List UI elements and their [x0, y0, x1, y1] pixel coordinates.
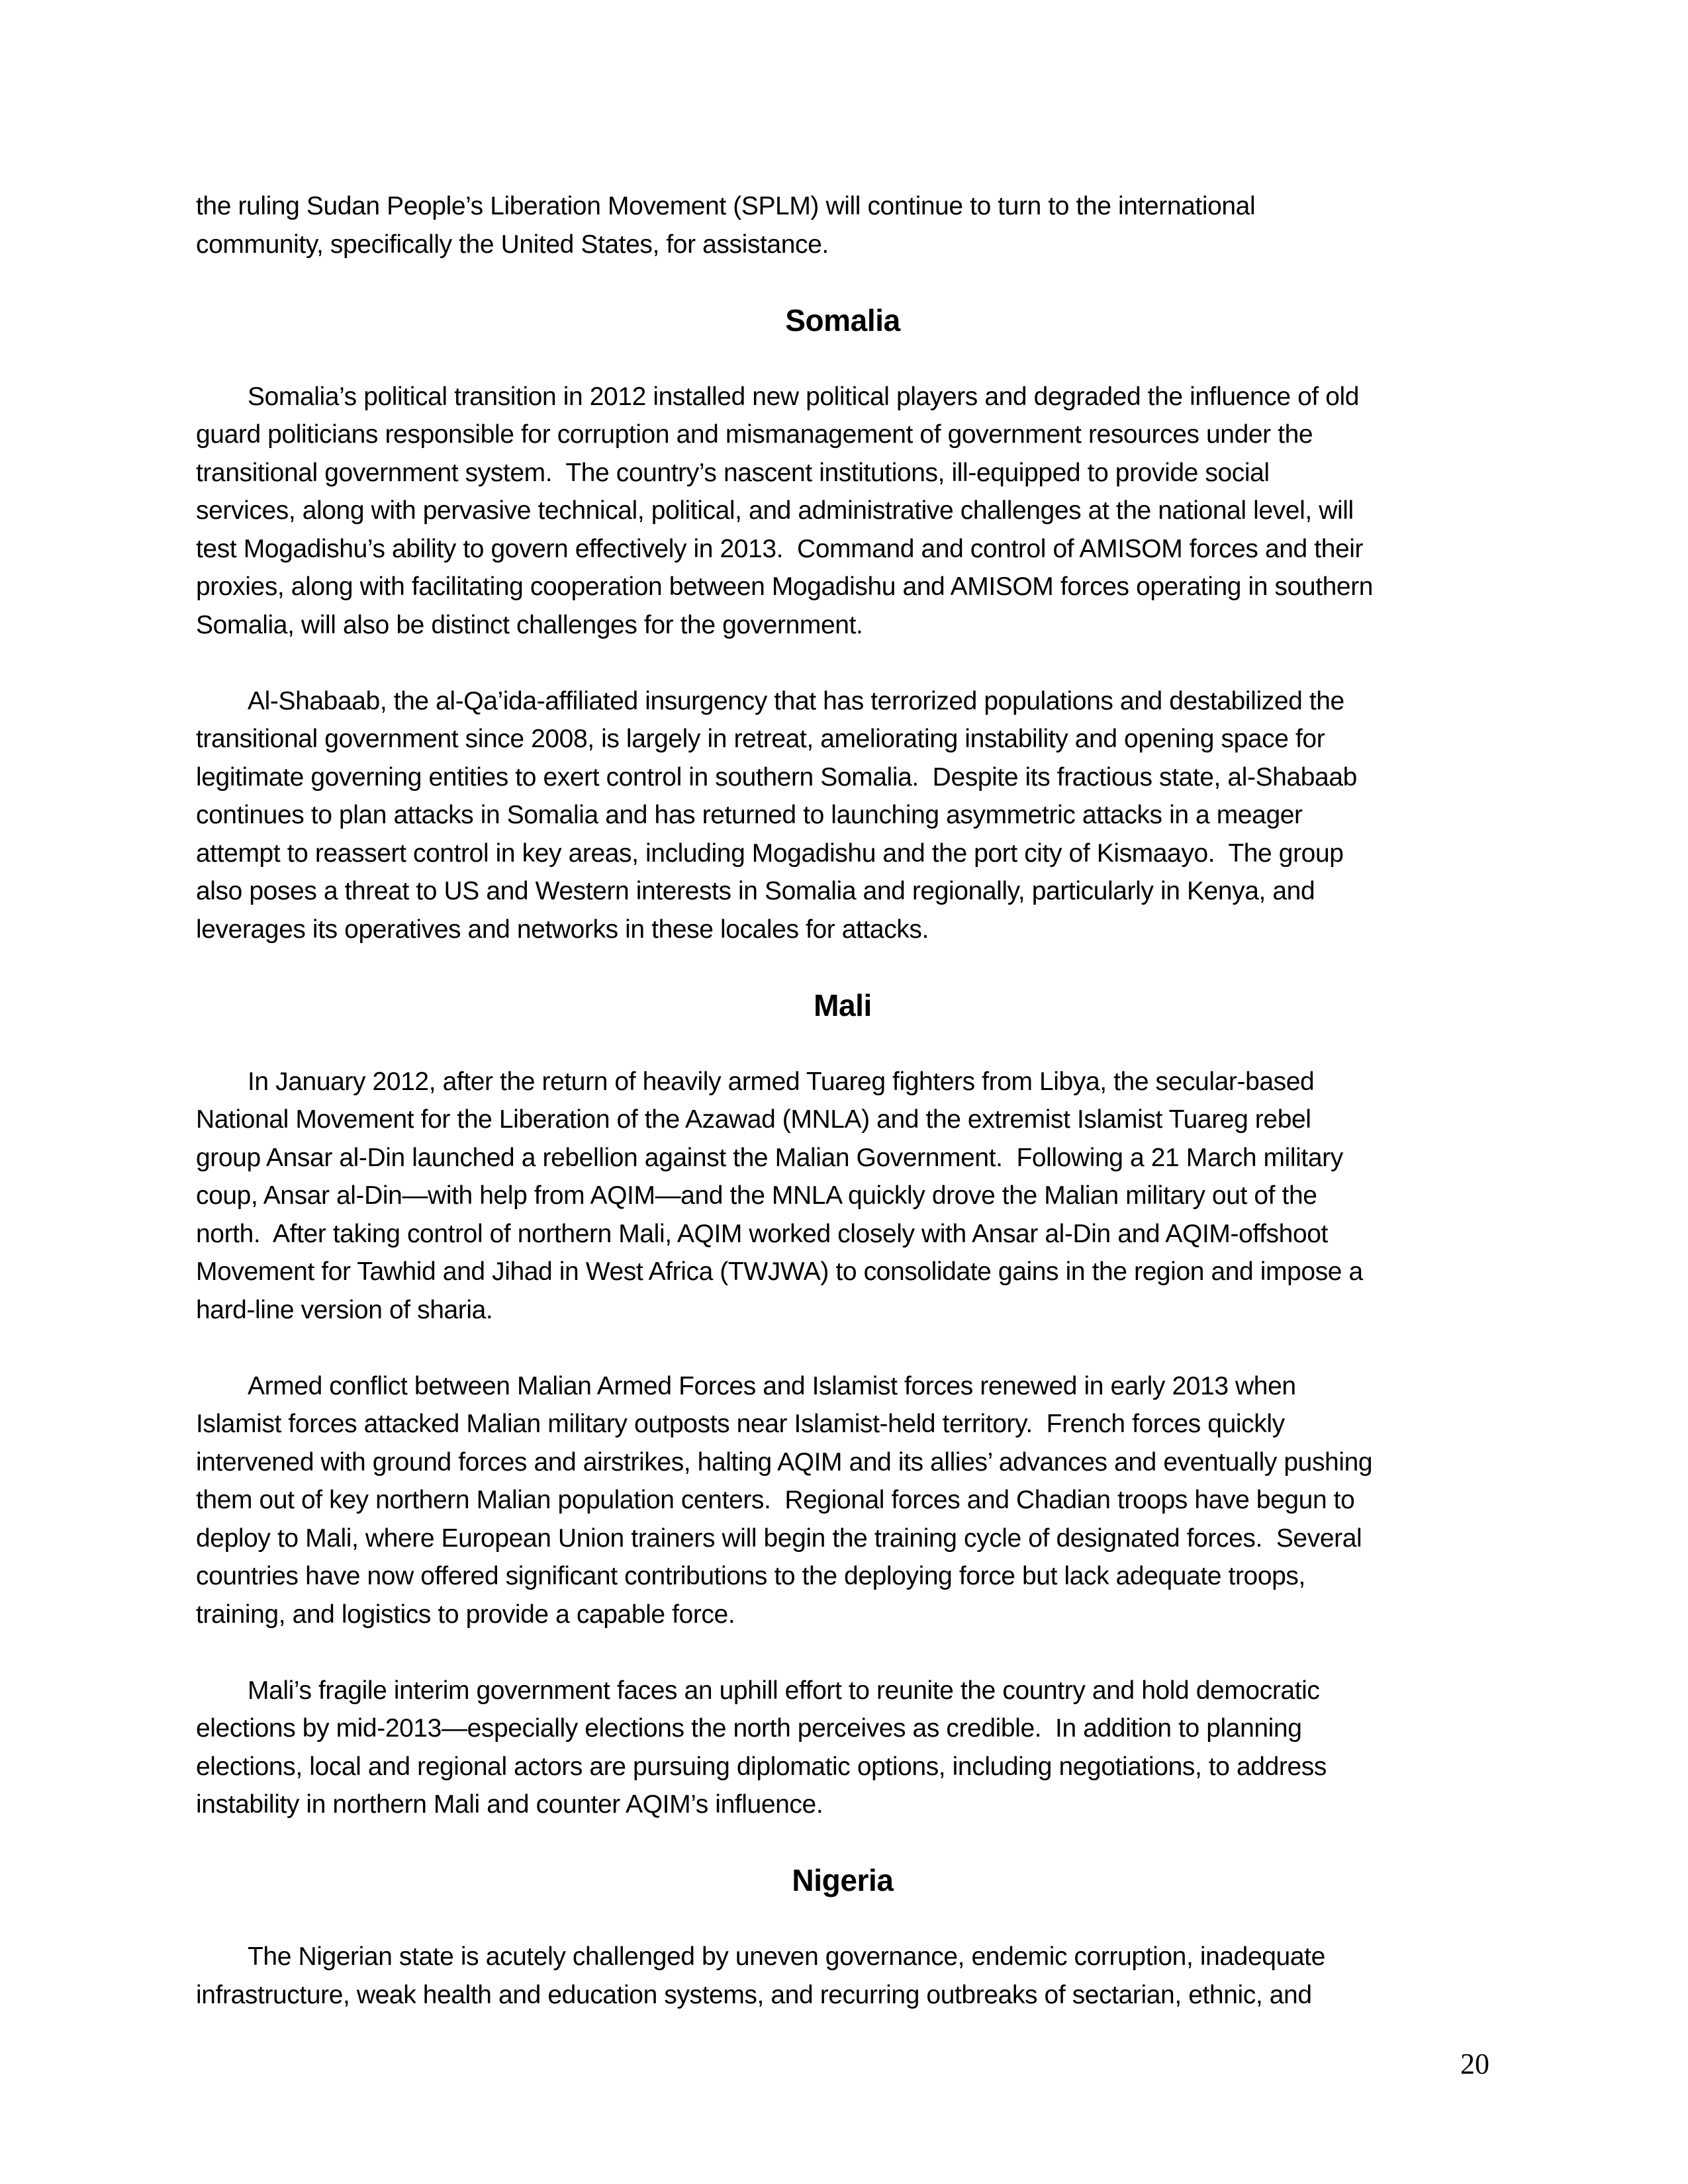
- text-line: The Nigerian state is acutely challenged by uneven governance, endemic corruption, inadequate: [248, 1942, 1325, 1971]
- page-number: 20: [1460, 2048, 1489, 2080]
- text-line: elections, local and regional actors are pursuing diplomatic options, including negotiations, to address: [196, 1752, 1327, 1781]
- text-line: transitional government system. The country’s nascent institutions, ill-equipped to provide social: [196, 458, 1270, 487]
- text-line: deploy to Mali, where European Union trainers will begin the training cycle of designated forces. Several: [196, 1524, 1362, 1553]
- text-line: intervened with ground forces and airstrikes, halting AQIM and its allies’ advances and eventually pushing: [196, 1447, 1373, 1477]
- text-line: National Movement for the Liberation of the Azawad (MNLA) and the extremist Islamist Tuareg rebel: [196, 1105, 1311, 1134]
- text-line: hard-line version of sharia.: [196, 1295, 493, 1324]
- text-line: group Ansar al-Din launched a rebellion against the Malian Government. Following a 21 March military: [196, 1143, 1343, 1172]
- text-line: elections by mid-2013—especially elections the north perceives as credible. In addition to planning: [196, 1714, 1302, 1743]
- section-heading-nigeria: Nigeria: [792, 1863, 894, 1897]
- text-line: infrastructure, weak health and education systems, and recurring outbreaks of sectarian, ethnic, and: [196, 1980, 1312, 2009]
- text-line: coup, Ansar al-Din—with help from AQIM—and the MNLA quickly drove the Malian military out of the: [196, 1181, 1317, 1210]
- text-line: leverages its operatives and networks in these locales for attacks.: [196, 915, 929, 944]
- text-line: Somalia, will also be distinct challenges for the government.: [196, 610, 863, 639]
- text-line: north. After taking control of northern Mali, AQIM worked closely with Ansar al-Din and AQIM-offshoot: [196, 1219, 1328, 1248]
- text-line: the ruling Sudan People’s Liberation Movement (SPLM) will continue to turn to the international: [196, 192, 1256, 220]
- text-line: proxies, along with facilitating cooperation between Mogadishu and AMISOM forces operating in southern: [196, 572, 1374, 601]
- text-line: In January 2012, after the return of heavily armed Tuareg fighters from Libya, the secular-based: [248, 1067, 1315, 1096]
- text-line: community, specifically the United States, for assistance.: [196, 230, 829, 259]
- paragraph: [196, 187, 1489, 263]
- paragraph: [196, 1367, 1489, 1634]
- text-line: instability in northern Mali and counter AQIM’s influence.: [196, 1790, 823, 1819]
- text-line: Mali’s fragile interim government faces an uphill effort to reunite the country and hold democratic: [248, 1676, 1320, 1705]
- text-line: attempt to reassert control in key areas, including Mogadishu and the port city of Kismaayo. The group: [196, 839, 1344, 868]
- paragraph: [196, 1063, 1489, 1330]
- text-line: guard politicians responsible for corruption and mismanagement of government resources under the: [196, 420, 1313, 449]
- text-line: also poses a threat to US and Western interests in Somalia and regionally, particularly in Kenya, and: [196, 877, 1315, 905]
- text-line: test Mogadishu’s ability to govern effectively in 2013. Command and control of AMISOM forces and their: [196, 534, 1364, 563]
- section-heading-mali: Mali: [814, 987, 872, 1023]
- text-line: them out of key northern Malian population centers. Regional forces and Chadian troops have begun to: [196, 1486, 1355, 1514]
- text-line: legitimate governing entities to exert control in southern Somalia. Despite its fractious state, al-Shabaab: [196, 762, 1357, 792]
- text-line: transitional government since 2008, is largely in retreat, ameliorating instability and opening space for: [196, 725, 1325, 753]
- text-line: Islamist forces attacked Malian military outposts near Islamist-held territory. French forces quickly: [196, 1410, 1285, 1438]
- paragraph: [196, 1672, 1489, 1824]
- text-line: continues to plan attacks in Somalia and has returned to launching asymmetric attacks in a meager: [196, 801, 1303, 829]
- section-heading-somalia: Somalia: [785, 302, 900, 338]
- text-line: Somalia’s political transition in 2012 installed new political players and degraded the influence of old: [248, 382, 1360, 411]
- text-line: countries have now offered significant contributions to the deploying force but lack adequate troops,: [196, 1562, 1305, 1590]
- text-line: Al-Shabaab, the al-Qa’ida-affiliated insurgency that has terrorized populations and destabilized the: [248, 686, 1344, 715]
- text-line: Movement for Tawhid and Jihad in West Africa (TWJWA) to consolidate gains in the region and impose a: [196, 1257, 1363, 1286]
- paragraph: [196, 378, 1489, 645]
- text-line: Armed conflict between Malian Armed Forces and Islamist forces renewed in early 2013 when: [248, 1371, 1296, 1400]
- text-line: services, along with pervasive technical, political, and administrative challenges at the national level, will: [196, 496, 1354, 525]
- paragraph: [196, 682, 1489, 949]
- paragraph: [196, 1938, 1489, 2014]
- text-line: training, and logistics to provide a capable force.: [196, 1600, 735, 1629]
- document-body: [196, 187, 1489, 2052]
